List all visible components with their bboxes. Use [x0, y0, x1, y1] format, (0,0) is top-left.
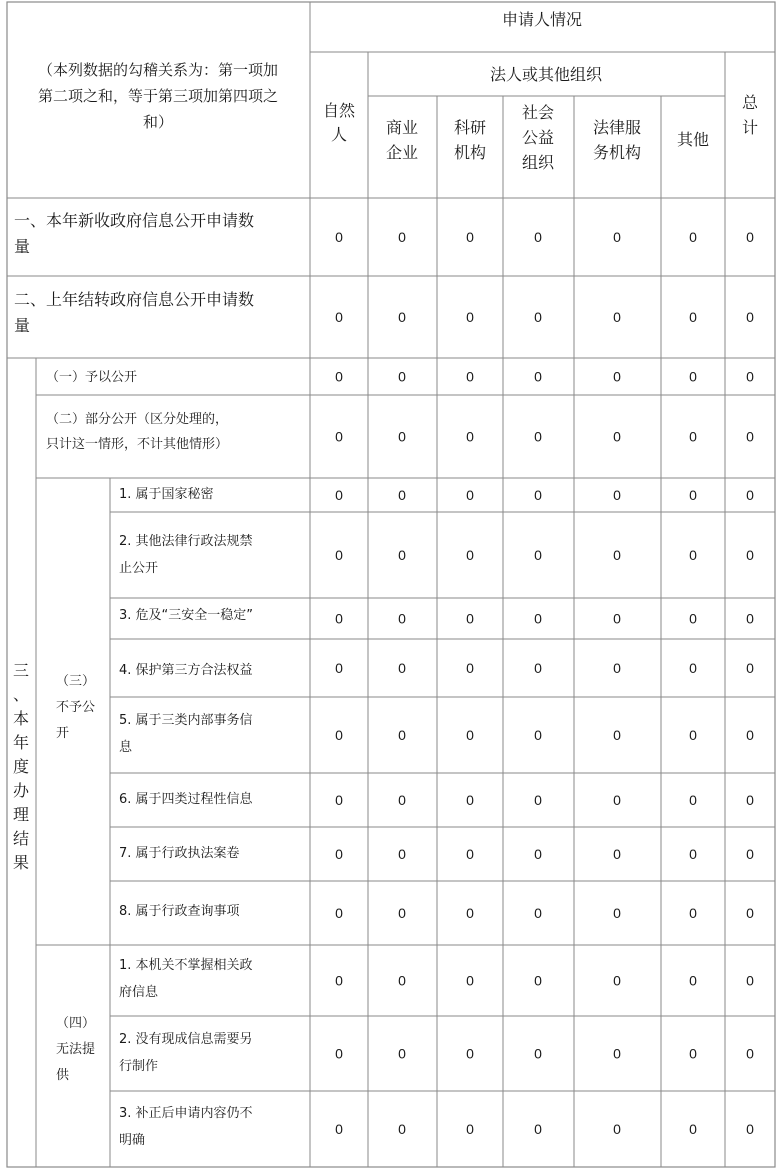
table-cell: 0 — [466, 972, 474, 989]
not-open-item-line: 止公开 — [119, 561, 159, 576]
table-cell: 0 — [466, 1121, 474, 1137]
table-cell: 0 — [335, 487, 343, 503]
table-cell: 0 — [689, 846, 697, 862]
table-cell: 0 — [335, 368, 343, 385]
table-cell: 0 — [746, 905, 754, 921]
sub-partial-line: （二）部分公开（区分处理的， — [46, 412, 229, 427]
table-values — [335, 229, 754, 1137]
table-cell: 0 — [466, 905, 474, 921]
not-open-item — [119, 487, 214, 502]
section-results-line: 结 — [12, 829, 30, 848]
table-cell: 0 — [335, 972, 343, 989]
col-total — [742, 93, 759, 137]
table-cell: 0 — [689, 660, 697, 676]
col-legal-line: 法律服 — [592, 118, 642, 137]
table-cell: 0 — [466, 660, 474, 676]
table-cell: 0 — [613, 368, 621, 385]
unable-item — [119, 1031, 253, 1074]
table-cell: 0 — [534, 229, 542, 245]
table-cell: 0 — [534, 846, 542, 862]
corner-note-line: （本列数据的勾稽关系为：第一项加 — [37, 61, 279, 79]
table-cell: 0 — [398, 309, 406, 325]
table-cell: 0 — [466, 368, 474, 385]
table-cell: 0 — [466, 487, 474, 503]
table-cell: 0 — [746, 428, 754, 445]
table-cell: 0 — [534, 660, 542, 676]
table-cell: 0 — [689, 972, 697, 989]
section-results-line: 度 — [12, 757, 30, 776]
table-cell: 0 — [746, 846, 754, 862]
table-cell: 0 — [689, 792, 697, 808]
table-cell: 0 — [746, 660, 754, 676]
col-natural — [323, 101, 356, 144]
not-open-item-line: 6. 属于四类过程性信息 — [119, 792, 253, 807]
col-social — [522, 103, 555, 172]
table-cell: 0 — [613, 487, 621, 503]
applicant-header — [502, 10, 582, 29]
table-cell: 0 — [398, 610, 406, 627]
table-cell: 0 — [534, 547, 542, 563]
table-cell: 0 — [689, 727, 697, 743]
table-cell: 0 — [689, 610, 697, 627]
table-labels — [13, 10, 759, 1148]
col-business-line: 商业 — [385, 118, 419, 137]
table-cell: 0 — [534, 905, 542, 921]
section-results-line: 、 — [12, 685, 30, 704]
table-cell: 0 — [613, 229, 621, 245]
table-cell: 0 — [534, 309, 542, 325]
table-cell: 0 — [613, 792, 621, 808]
not-open-item — [119, 712, 253, 755]
not-open-item — [119, 791, 254, 807]
table-cell: 0 — [534, 727, 542, 743]
sub-unable-line: （四） — [56, 1016, 96, 1031]
table-cell: 0 — [534, 792, 542, 808]
table-cell: 0 — [534, 368, 542, 385]
not-open-item-line: 3. 危及“三安全一稳定” — [119, 608, 254, 623]
section-results-line: 本 — [12, 709, 30, 728]
table-cell: 0 — [746, 368, 754, 385]
col-business — [386, 118, 418, 162]
sub-open — [46, 370, 137, 385]
not-open-item — [119, 845, 240, 861]
unable-item — [119, 1105, 253, 1148]
table-cell: 0 — [534, 972, 542, 989]
table-cell: 0 — [335, 309, 343, 325]
table-cell: 0 — [466, 547, 474, 563]
col-natural-line: 人 — [330, 125, 348, 144]
table-cell: 0 — [613, 660, 621, 676]
unable-item-line: 3. 补正后申请内容仍不 — [119, 1106, 253, 1121]
col-other — [677, 130, 709, 149]
table-cell: 0 — [466, 727, 474, 743]
section-results — [13, 661, 30, 872]
table-cell: 0 — [534, 428, 542, 445]
col-research-line: 机构 — [453, 143, 487, 162]
not-open-item-line: 7. 属于行政执法案卷 — [119, 846, 240, 861]
sub-unable — [56, 1016, 95, 1083]
sub-not-open-line: 开 — [56, 726, 70, 741]
table-cell: 0 — [335, 1121, 343, 1137]
not-open-item — [119, 607, 253, 623]
table-cell: 0 — [613, 727, 621, 743]
not-open-item-line: 1. 属于国家秘密 — [119, 487, 214, 502]
table-cell: 0 — [398, 487, 406, 503]
applicant-header-line: 申请人情况 — [501, 10, 583, 29]
col-research-line: 科研 — [453, 118, 487, 137]
table-cell: 0 — [746, 1045, 754, 1062]
table-cell: 0 — [466, 610, 474, 627]
table-cell: 0 — [746, 309, 754, 325]
not-open-item-line: 4. 保护第三方合法权益 — [119, 663, 253, 678]
not-open-item-line: 5. 属于三类内部事务信 — [119, 713, 253, 728]
table-cell: 0 — [613, 428, 621, 445]
table-cell: 0 — [613, 1121, 621, 1137]
row-new-requests-line: 一、本年新收政府信息公开申请数 — [14, 211, 255, 230]
col-total-line: 总 — [741, 93, 759, 112]
sub-partial-line: 只计这一情形，不计其他情形） — [46, 437, 229, 452]
table-cell: 0 — [613, 610, 621, 627]
col-other-line: 其他 — [676, 130, 710, 149]
table-cell: 0 — [689, 487, 697, 503]
corner-note — [38, 61, 278, 131]
not-open-item-line: 2. 其他法律行政法规禁 — [119, 534, 253, 549]
not-open-item-line: 8. 属于行政查询事项 — [119, 904, 240, 919]
unable-item-line: 行制作 — [119, 1059, 159, 1074]
unable-item — [119, 957, 253, 1000]
table-cell: 0 — [398, 229, 406, 245]
col-total-line: 计 — [741, 118, 759, 137]
table-cell: 0 — [746, 727, 754, 743]
table-cell: 0 — [398, 1121, 406, 1137]
table-cell: 0 — [398, 846, 406, 862]
col-business-line: 企业 — [385, 143, 419, 162]
table-cell: 0 — [613, 846, 621, 862]
table-cell: 0 — [613, 1045, 621, 1062]
table-cell: 0 — [466, 846, 474, 862]
col-social-line: 组织 — [521, 153, 555, 172]
not-open-item-line: 息 — [119, 740, 133, 755]
table-cell: 0 — [335, 547, 343, 563]
unable-item-line: 府信息 — [119, 985, 159, 1000]
col-legal-line: 务机构 — [592, 143, 642, 162]
col-social-line: 社会 — [521, 103, 555, 122]
table-cell: 0 — [613, 972, 621, 989]
not-open-item — [119, 903, 241, 919]
corner-note-line: 和） — [142, 113, 174, 131]
table-cell: 0 — [335, 660, 343, 676]
sub-unable-line: 无法提 — [56, 1042, 96, 1057]
table-cell: 0 — [398, 792, 406, 808]
table-cell: 0 — [689, 905, 697, 921]
table-cell: 0 — [398, 727, 406, 743]
table-cell: 0 — [398, 368, 406, 385]
table-cell: 0 — [746, 1121, 754, 1137]
col-natural-line: 自然 — [322, 101, 356, 120]
table-cell: 0 — [335, 792, 343, 808]
table-cell: 0 — [613, 309, 621, 325]
table-cell: 0 — [398, 660, 406, 676]
legal-group-header — [490, 65, 603, 84]
section-results-line: 办 — [12, 781, 30, 800]
sub-not-open — [56, 674, 95, 741]
table-cell: 0 — [335, 846, 343, 862]
table-cell: 0 — [613, 905, 621, 921]
table-cell: 0 — [746, 610, 754, 627]
corner-note-line: 第二项之和，等于第三项加第四项之 — [37, 87, 279, 105]
table-cell: 0 — [689, 229, 697, 245]
table-cell: 0 — [398, 905, 406, 921]
row-new-requests-line: 量 — [14, 237, 31, 256]
table-cell: 0 — [534, 1121, 542, 1137]
sub-unable-line: 供 — [56, 1068, 70, 1083]
not-open-item — [119, 533, 253, 576]
sub-not-open-line: 不予公 — [56, 700, 96, 715]
table-cell: 0 — [398, 547, 406, 563]
table-cell: 0 — [466, 1045, 474, 1062]
unable-item-line: 2. 没有现成信息需要另 — [119, 1032, 253, 1047]
table-cell: 0 — [746, 972, 754, 989]
table-cell: 0 — [398, 428, 406, 445]
table-cell: 0 — [335, 610, 343, 627]
col-legal — [593, 118, 641, 162]
table-cell: 0 — [746, 487, 754, 503]
sub-partial — [46, 411, 228, 452]
sub-not-open-line: （三） — [56, 674, 96, 689]
not-open-item — [119, 662, 253, 678]
col-social-line: 公益 — [521, 128, 555, 147]
table-cell: 0 — [466, 428, 474, 445]
table-cell: 0 — [746, 792, 754, 808]
table-cell: 0 — [689, 1045, 697, 1062]
row-new-requests — [14, 211, 254, 256]
table-cell: 0 — [466, 229, 474, 245]
row-carried-over-line: 量 — [14, 316, 31, 335]
table-cell: 0 — [534, 487, 542, 503]
table-cell: 0 — [746, 229, 754, 245]
unable-item-line: 明确 — [119, 1133, 146, 1148]
table-cell: 0 — [689, 368, 697, 385]
table-cell: 0 — [335, 428, 343, 445]
row-carried-over-line: 二、上年结转政府信息公开申请数 — [14, 290, 255, 309]
table-cell: 0 — [689, 1121, 697, 1137]
unable-item-line: 1. 本机关不掌握相关政 — [119, 958, 253, 973]
row-carried-over — [14, 290, 254, 335]
section-results-line: 果 — [12, 853, 30, 872]
table-cell: 0 — [613, 547, 621, 563]
table-cell: 0 — [534, 610, 542, 627]
section-results-line: 年 — [12, 733, 30, 752]
table-cell: 0 — [689, 547, 697, 563]
table-cell: 0 — [534, 1045, 542, 1062]
col-research — [454, 118, 486, 162]
legal-group-header-line: 法人或其他组织 — [489, 65, 603, 84]
table-cell: 0 — [689, 309, 697, 325]
table-cell: 0 — [398, 972, 406, 989]
table-cell: 0 — [335, 1045, 343, 1062]
table-cell: 0 — [689, 428, 697, 445]
table-cell: 0 — [335, 905, 343, 921]
table-cell: 0 — [335, 727, 343, 743]
table-cell: 0 — [746, 547, 754, 563]
sub-open-line: （一）予以公开 — [46, 370, 138, 385]
table-cell: 0 — [466, 792, 474, 808]
table-cell: 0 — [466, 309, 474, 325]
table-cell: 0 — [335, 229, 343, 245]
table-cell: 0 — [398, 1045, 406, 1062]
section-results-line: 三 — [12, 661, 30, 680]
section-results-line: 理 — [12, 805, 30, 824]
